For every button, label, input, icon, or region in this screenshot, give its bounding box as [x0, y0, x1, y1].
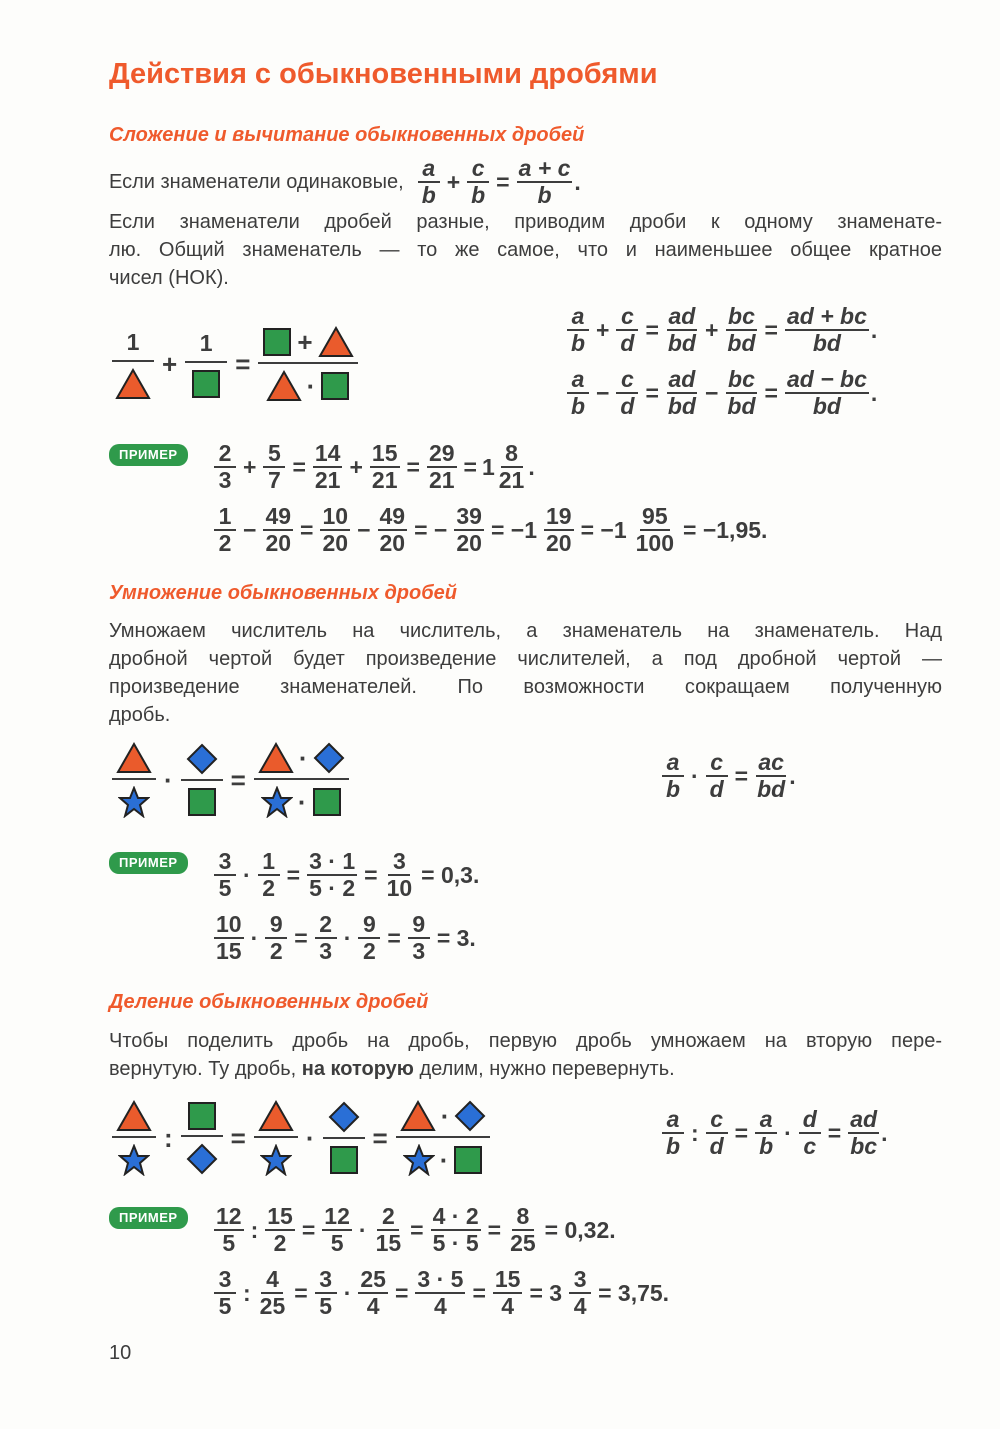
formula-addition-general: a b + $\frac{c}{d}$ = $\frac{ad}{bd}$ + $\frac{bc}{bd}$ = $\frac{ad + bc}{bd}$ . [565, 304, 877, 356]
triangle-icon [258, 1100, 294, 1132]
formula-subtraction-general: a b − $\frac{c}{d}$ = $\frac{ad}{bd}$ − $\frac{bc}{bd}$ = $\frac{ad - bc}{bd}$ . [565, 367, 877, 419]
diamond-icon [328, 1101, 360, 1133]
triangle-icon [115, 368, 151, 400]
section-heading-division: Деление обыкновенных дробей [109, 991, 429, 1013]
paragraph-line: дробь. [109, 704, 171, 726]
text-same-denominators: Если знаменатели одинаковые, [109, 171, 404, 193]
square-icon [329, 1145, 359, 1175]
diamond-icon [186, 743, 218, 775]
example-multiplication-1: 3 5 · $\frac{1}{2}$ = $\frac{3 \cdot 1}{5 \cdot 2}$ = $\frac{3}{10}$ = 0,3. [212, 849, 484, 901]
square-icon [320, 371, 350, 401]
star-icon [261, 786, 293, 818]
square-icon [312, 787, 342, 817]
paragraph-line: лю. Общий знаменатель — то же самое, что и наименьшее общее кратное [109, 239, 942, 261]
example-subtraction: 1 2 − $\frac{49}{20}$ = $\frac{10}{20}$ − $\frac{49}{20}$ = − $\frac{39}{20}$ = −1 $\frac{19}{20}$ = −1 $\frac{95}{100}$ = −1,95. [212, 504, 772, 556]
square-icon [453, 1145, 483, 1175]
square-icon [187, 787, 217, 817]
formula-same-denominator: a b + $\frac{c}{b}$ = $\frac{a + c}{b}$ . [416, 156, 581, 208]
star-icon [118, 786, 150, 818]
square-icon [187, 1101, 217, 1131]
example-badge: ПРИМЕР [109, 444, 188, 466]
example-division-2: 3 5 : $\frac{4}{25}$ = $\frac{3}{5}$ · $\frac{25}{4}$ = $\frac{3 \cdot 5}{4}$ = $\frac{15}{4}$ = 3 $\frac{3}{4}$ = 3,75. [212, 1267, 674, 1319]
example-multiplication-2: 10 15 · $\frac{9}{2}$ = $\frac{2}{3}$ · $\frac{9}{2}$ = $\frac{9}{3}$ = 3. [216, 911, 476, 964]
page-title: Действия с обыкновенными дробями [109, 58, 658, 90]
star-icon [118, 1144, 150, 1176]
shape-formula-division: : = · = · · [109, 1100, 493, 1176]
paragraph-line: произведение знаменателей. По возможности сокращаем полученную [109, 676, 942, 698]
paragraph-line: Если знаменатели дробей разные, приводим дроби к одному знаменате- [109, 211, 942, 233]
triangle-icon [116, 1100, 152, 1132]
same-denominator-line [109, 156, 581, 208]
triangle-icon [318, 326, 354, 358]
example-badge: ПРИМЕР [109, 1207, 188, 1229]
text-segment: вернутую. Ту дробь, [109, 1058, 297, 1080]
square-icon [191, 369, 221, 399]
diamond-icon [186, 1143, 218, 1175]
section-heading-multiplication: Умножение обыкновенных дробей [109, 582, 457, 604]
page-number: 10 [109, 1342, 132, 1364]
square-icon [262, 327, 292, 357]
paragraph-line: Умножаем числитель на числитель, а знаменатель на знаменатель. Над [109, 620, 942, 642]
paragraph-line: чисел (НОК). [109, 267, 229, 289]
formula-multiplication-general: a b · $\frac{c}{d}$ = $\frac{ac}{bd}$ . [660, 750, 796, 802]
shape-formula-addition: 1 + 1 = + · [109, 326, 361, 402]
example-addition: 2 3 + $\frac{5}{7}$ = $\frac{14}{21}$ + $\frac{15}{21}$ = $\frac{29}{21}$ = 1 8 21 . [212, 441, 535, 493]
triangle-icon [400, 1100, 436, 1132]
shape-formula-multiplication: · = · · [109, 742, 352, 818]
text-segment: делим, нужно перевернуть. [419, 1058, 675, 1080]
formula-division-general: a b : $\frac{c}{d}$ = $\frac{a}{b}$ · $\frac{d}{c}$ = $\frac{ad}{bc}$ . [660, 1107, 887, 1159]
paragraph-line: дробной чертой будет произведение числителей, а под дробной чертой — [109, 648, 942, 670]
text-emphasis: на которую [301, 1058, 414, 1080]
paragraph-line: Чтобы поделить дробь на дробь, первую дробь умножаем на вторую пере- [109, 1030, 942, 1052]
star-icon [403, 1144, 435, 1176]
triangle-icon [116, 742, 152, 774]
triangle-icon [266, 370, 302, 402]
diamond-icon [313, 742, 345, 774]
section-heading-addition: Сложение и вычитание обыкновенных дробей [109, 124, 585, 146]
example-division-1: 12 5 : $\frac{15}{2}$ = $\frac{12}{5}$ · $\frac{2}{15}$ = $\frac{4 \cdot 2}{5 \cdot 5}$ = $\frac{8}{25}$ = 0,32. [216, 1203, 616, 1256]
paragraph-line [109, 1055, 675, 1083]
diamond-icon [454, 1100, 486, 1132]
example-badge: ПРИМЕР [109, 852, 188, 874]
triangle-icon [258, 742, 294, 774]
star-icon [260, 1144, 292, 1176]
